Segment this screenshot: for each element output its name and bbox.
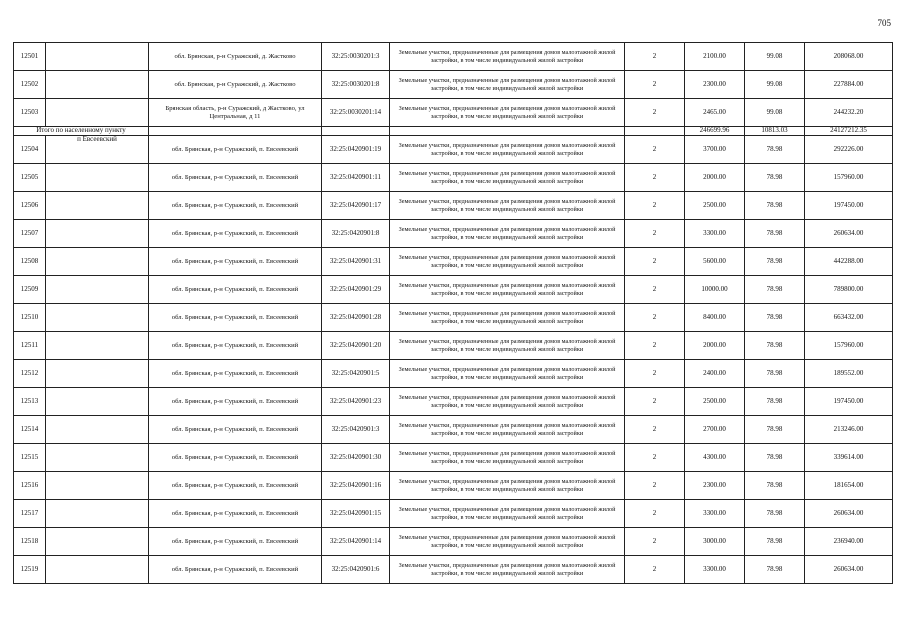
- cadastral-value-cell: 236940.00: [805, 528, 893, 556]
- unit-value-cell: 99.08: [745, 71, 805, 99]
- locality-cell: [46, 388, 149, 416]
- address-cell: обл. Брянская, р-н Суражский, п. Евсеевский: [149, 276, 322, 304]
- locality-cell: [46, 332, 149, 360]
- row-number: 12517: [14, 500, 46, 528]
- table-row: [14, 304, 893, 332]
- land-purpose-cell: Земельные участки, предназначенные для размещения домов малоэтажной жилой застройки, в том числе индивидуальной жилой застройки: [390, 388, 625, 416]
- row-number: 12506: [14, 192, 46, 220]
- land-purpose-cell: Земельные участки, предназначенные для размещения домов малоэтажной жилой застройки, в том числе индивидуальной жилой застройки: [390, 136, 625, 164]
- cadastral-value-cell: 339614.00: [805, 444, 893, 472]
- unit-value-cell: 99.08: [745, 99, 805, 127]
- category-cell: 2: [625, 164, 685, 192]
- land-purpose-cell: Земельные участки, предназначенные для размещения домов малоэтажной жилой застройки, в том числе индивидуальной жилой застройки: [390, 556, 625, 584]
- area-cell: 3300.00: [685, 556, 745, 584]
- row-number: 12515: [14, 444, 46, 472]
- category-cell: 2: [625, 304, 685, 332]
- unit-value-cell: 78.98: [745, 500, 805, 528]
- address-cell: обл. Брянская, р-н Суражский, д. Жастково: [149, 43, 322, 71]
- cadastral-number-cell: 32:25:0030201:8: [322, 71, 390, 99]
- address-cell: обл. Брянская, р-н Суражский, п. Евсеевский: [149, 500, 322, 528]
- unit-value-cell: 78.98: [745, 304, 805, 332]
- land-purpose-cell: Земельные участки, предназначенные для размещения домов малоэтажной жилой застройки, в том числе индивидуальной жилой застройки: [390, 472, 625, 500]
- locality-cell: [46, 192, 149, 220]
- area-cell: 3300.00: [685, 500, 745, 528]
- category-cell: 2: [625, 99, 685, 127]
- table-row: [14, 388, 893, 416]
- unit-value-cell: 99.08: [745, 43, 805, 71]
- category-cell: 2: [625, 192, 685, 220]
- area-cell: 3700.00: [685, 136, 745, 164]
- land-purpose-cell: Земельные участки, предназначенные для размещения домов малоэтажной жилой застройки, в том числе индивидуальной жилой застройки: [390, 220, 625, 248]
- cadastral-number-cell: 32:25:0420901:14: [322, 528, 390, 556]
- land-purpose-cell: Земельные участки, предназначенные для размещения домов малоэтажной жилой застройки, в том числе индивидуальной жилой застройки: [390, 71, 625, 99]
- table-row: [14, 220, 893, 248]
- land-purpose-cell: Земельные участки, предназначенные для размещения домов малоэтажной жилой застройки, в том числе индивидуальной жилой застройки: [390, 43, 625, 71]
- locality-total-row: [14, 127, 893, 136]
- table-row: [14, 360, 893, 388]
- row-number: 12518: [14, 528, 46, 556]
- locality-cell: [46, 164, 149, 192]
- unit-value-cell: 78.98: [745, 444, 805, 472]
- table-row: [14, 276, 893, 304]
- cadastral-value-cell: 181654.00: [805, 472, 893, 500]
- cadastral-number-cell: 32:25:0420901:16: [322, 472, 390, 500]
- row-number: 12503: [14, 99, 46, 127]
- land-purpose-cell: Земельные участки, предназначенные для размещения домов малоэтажной жилой застройки, в том числе индивидуальной жилой застройки: [390, 248, 625, 276]
- total-label-text: Итого по населенному пункту: [36, 126, 126, 135]
- land-purpose-cell: Земельные участки, предназначенные для размещения домов малоэтажной жилой застройки, в том числе индивидуальной жилой застройки: [390, 360, 625, 388]
- category-cell: 2: [625, 556, 685, 584]
- address-cell: обл. Брянская, р-н Суражский, п. Евсеевский: [149, 304, 322, 332]
- area-cell: 2500.00: [685, 388, 745, 416]
- cadastral-number-cell: 32:25:0420901:8: [322, 220, 390, 248]
- total-empty-cell: [390, 127, 625, 136]
- address-cell: Брянская область, р-н Суражский, д Жастково, ул Центральная, д 11: [149, 99, 322, 127]
- land-purpose-cell: Земельные участки, предназначенные для размещения домов малоэтажной жилой застройки, в том числе индивидуальной жилой застройки: [390, 99, 625, 127]
- land-purpose-cell: Земельные участки, предназначенные для размещения домов малоэтажной жилой застройки, в том числе индивидуальной жилой застройки: [390, 528, 625, 556]
- category-cell: 2: [625, 71, 685, 99]
- cadastral-number-cell: 32:25:0420901:19: [322, 136, 390, 164]
- table-row: [14, 71, 893, 99]
- address-cell: обл. Брянская, р-н Суражский, п. Евсеевский: [149, 220, 322, 248]
- locality-cell: [46, 248, 149, 276]
- unit-value-cell: 78.98: [745, 528, 805, 556]
- total-empty-cell: [149, 127, 322, 136]
- area-cell: 3300.00: [685, 220, 745, 248]
- locality-cell: [46, 71, 149, 99]
- table-row: [14, 528, 893, 556]
- table-row: [14, 472, 893, 500]
- area-cell: 2400.00: [685, 360, 745, 388]
- area-cell: 3000.00: [685, 528, 745, 556]
- cadastral-number-cell: 32:25:0420901:3: [322, 416, 390, 444]
- table-row: [14, 192, 893, 220]
- category-cell: 2: [625, 360, 685, 388]
- category-cell: 2: [625, 472, 685, 500]
- address-cell: обл. Брянская, р-н Суражский, п. Евсеевский: [149, 360, 322, 388]
- table-row: [14, 500, 893, 528]
- land-purpose-cell: Земельные участки, предназначенные для размещения домов малоэтажной жилой застройки, в том числе индивидуальной жилой застройки: [390, 192, 625, 220]
- address-cell: обл. Брянская, р-н Суражский, п. Евсеевский: [149, 332, 322, 360]
- row-number: 12502: [14, 71, 46, 99]
- cadastral-number-cell: 32:25:0420901:11: [322, 164, 390, 192]
- cadastral-number-cell: 32:25:0420901:30: [322, 444, 390, 472]
- cadastral-value-cell: 208068.00: [805, 43, 893, 71]
- address-cell: обл. Брянская, р-н Суражский, п. Евсеевский: [149, 472, 322, 500]
- row-number: 12511: [14, 332, 46, 360]
- locality-label: п Евсеевский: [77, 135, 117, 143]
- address-cell: обл. Брянская, р-н Суражский, д. Жастково: [149, 71, 322, 99]
- cadastral-value-cell: 663432.00: [805, 304, 893, 332]
- cadastral-value-cell: 197450.00: [805, 192, 893, 220]
- cadastral-value-cell: 789800.00: [805, 276, 893, 304]
- area-cell: 10000.00: [685, 276, 745, 304]
- cadastral-number-cell: 32:25:0030201:3: [322, 43, 390, 71]
- area-cell: 2465.00: [685, 99, 745, 127]
- address-cell: обл. Брянская, р-н Суражский, п. Евсеевский: [149, 528, 322, 556]
- total-area: 246699.96: [685, 127, 745, 136]
- category-cell: 2: [625, 136, 685, 164]
- locality-cell: [46, 444, 149, 472]
- cadastral-number-cell: 32:25:0420901:28: [322, 304, 390, 332]
- area-cell: 2300.00: [685, 71, 745, 99]
- table-row: [14, 332, 893, 360]
- row-number: 12512: [14, 360, 46, 388]
- cadastral-number-cell: 32:25:0420901:23: [322, 388, 390, 416]
- area-cell: 4300.00: [685, 444, 745, 472]
- locality-cell: [46, 528, 149, 556]
- category-cell: 2: [625, 220, 685, 248]
- area-cell: 2700.00: [685, 416, 745, 444]
- table-row: [14, 99, 893, 127]
- cadastral-number-cell: 32:25:0420901:15: [322, 500, 390, 528]
- area-cell: 2500.00: [685, 192, 745, 220]
- cadastral-number-cell: 32:25:0420901:20: [322, 332, 390, 360]
- locality-cell: [46, 43, 149, 71]
- unit-value-cell: 78.98: [745, 332, 805, 360]
- cadastral-value-table: [13, 42, 893, 584]
- land-purpose-cell: Земельные участки, предназначенные для размещения домов малоэтажной жилой застройки, в том числе индивидуальной жилой застройки: [390, 444, 625, 472]
- unit-value-cell: 78.98: [745, 388, 805, 416]
- cadastral-value-cell: 157960.00: [805, 332, 893, 360]
- unit-value-cell: 78.98: [745, 136, 805, 164]
- table-row: [14, 43, 893, 71]
- land-purpose-cell: Земельные участки, предназначенные для размещения домов малоэтажной жилой застройки, в том числе индивидуальной жилой застройки: [390, 304, 625, 332]
- cadastral-number-cell: 32:25:0420901:29: [322, 276, 390, 304]
- cadastral-number-cell: 32:25:0420901:5: [322, 360, 390, 388]
- cadastral-value-cell: 260634.00: [805, 500, 893, 528]
- row-number: 12514: [14, 416, 46, 444]
- table-row: [14, 248, 893, 276]
- table-row: [14, 136, 893, 164]
- unit-value-cell: 78.98: [745, 164, 805, 192]
- locality-cell: [46, 99, 149, 127]
- unit-value-cell: 78.98: [745, 556, 805, 584]
- category-cell: 2: [625, 248, 685, 276]
- cadastral-value-cell: 197450.00: [805, 388, 893, 416]
- total-label: [14, 127, 149, 136]
- land-purpose-cell: Земельные участки, предназначенные для размещения домов малоэтажной жилой застройки, в том числе индивидуальной жилой застройки: [390, 416, 625, 444]
- row-number: 12507: [14, 220, 46, 248]
- cadastral-value-cell: 260634.00: [805, 556, 893, 584]
- land-purpose-cell: Земельные участки, предназначенные для размещения домов малоэтажной жилой застройки, в том числе индивидуальной жилой застройки: [390, 164, 625, 192]
- row-number: 12513: [14, 388, 46, 416]
- total-value: 24127212.35: [805, 127, 893, 136]
- category-cell: 2: [625, 528, 685, 556]
- table-body-total: [14, 127, 893, 136]
- row-number: 12519: [14, 556, 46, 584]
- category-cell: 2: [625, 416, 685, 444]
- locality-cell: [46, 472, 149, 500]
- unit-value-cell: 78.98: [745, 416, 805, 444]
- total-empty-cell: [625, 127, 685, 136]
- cadastral-value-cell: 157960.00: [805, 164, 893, 192]
- unit-value-cell: 78.98: [745, 192, 805, 220]
- address-cell: обл. Брянская, р-н Суражский, п. Евсеевский: [149, 416, 322, 444]
- address-cell: обл. Брянская, р-н Суражский, п. Евсеевский: [149, 136, 322, 164]
- address-cell: обл. Брянская, р-н Суражский, п. Евсеевский: [149, 388, 322, 416]
- cadastral-number-cell: 32:25:0420901:17: [322, 192, 390, 220]
- locality-cell: [46, 220, 149, 248]
- row-number: 12501: [14, 43, 46, 71]
- unit-value-cell: 78.98: [745, 360, 805, 388]
- category-cell: 2: [625, 388, 685, 416]
- cadastral-number-cell: 32:25:0030201:14: [322, 99, 390, 127]
- cadastral-value-cell: 442288.00: [805, 248, 893, 276]
- locality-cell: [46, 500, 149, 528]
- cadastral-value-cell: 227884.00: [805, 71, 893, 99]
- unit-value-cell: 78.98: [745, 248, 805, 276]
- land-purpose-cell: Земельные участки, предназначенные для размещения домов малоэтажной жилой застройки, в том числе индивидуальной жилой застройки: [390, 332, 625, 360]
- address-cell: обл. Брянская, р-н Суражский, п. Евсеевский: [149, 556, 322, 584]
- table-body-zhastkovo: [14, 43, 893, 127]
- locality-cell: [46, 276, 149, 304]
- unit-value-cell: 78.98: [745, 220, 805, 248]
- address-cell: обл. Брянская, р-н Суражский, п. Евсеевский: [149, 192, 322, 220]
- table-row: [14, 444, 893, 472]
- locality-cell: [46, 304, 149, 332]
- cadastral-number-cell: 32:25:0420901:31: [322, 248, 390, 276]
- category-cell: 2: [625, 332, 685, 360]
- total-rate: 10813.03: [745, 127, 805, 136]
- land-purpose-cell: Земельные участки, предназначенные для размещения домов малоэтажной жилой застройки, в том числе индивидуальной жилой застройки: [390, 500, 625, 528]
- unit-value-cell: 78.98: [745, 472, 805, 500]
- cadastral-number-cell: 32:25:0420901:6: [322, 556, 390, 584]
- row-number: 12508: [14, 248, 46, 276]
- cadastral-value-cell: 244232.20: [805, 99, 893, 127]
- cadastral-value-cell: 292226.00: [805, 136, 893, 164]
- area-cell: 5600.00: [685, 248, 745, 276]
- cadastral-value-cell: 189552.00: [805, 360, 893, 388]
- unit-value-cell: 78.98: [745, 276, 805, 304]
- locality-cell: [46, 360, 149, 388]
- row-number: 12510: [14, 304, 46, 332]
- area-cell: 2300.00: [685, 472, 745, 500]
- category-cell: 2: [625, 500, 685, 528]
- row-number: 12505: [14, 164, 46, 192]
- area-cell: 2100.00: [685, 43, 745, 71]
- category-cell: 2: [625, 43, 685, 71]
- cadastral-value-cell: 260634.00: [805, 220, 893, 248]
- row-number: 12504: [14, 136, 46, 164]
- area-cell: 2000.00: [685, 164, 745, 192]
- locality-cell: [46, 556, 149, 584]
- table-row: [14, 164, 893, 192]
- table-body-evseevsky: [14, 136, 893, 584]
- address-cell: обл. Брянская, р-н Суражский, п. Евсеевский: [149, 248, 322, 276]
- area-cell: 8400.00: [685, 304, 745, 332]
- row-number: 12509: [14, 276, 46, 304]
- page-number: 705: [877, 18, 891, 28]
- address-cell: обл. Брянская, р-н Суражский, п. Евсеевский: [149, 164, 322, 192]
- address-cell: обл. Брянская, р-н Суражский, п. Евсеевский: [149, 444, 322, 472]
- locality-cell: [46, 416, 149, 444]
- area-cell: 2000.00: [685, 332, 745, 360]
- category-cell: 2: [625, 444, 685, 472]
- table-row: [14, 556, 893, 584]
- category-cell: 2: [625, 276, 685, 304]
- land-purpose-cell: Земельные участки, предназначенные для размещения домов малоэтажной жилой застройки, в том числе индивидуальной жилой застройки: [390, 276, 625, 304]
- total-empty-cell: [322, 127, 390, 136]
- table-row: [14, 416, 893, 444]
- cadastral-value-cell: 213246.00: [805, 416, 893, 444]
- row-number: 12516: [14, 472, 46, 500]
- locality-cell: [46, 136, 149, 164]
